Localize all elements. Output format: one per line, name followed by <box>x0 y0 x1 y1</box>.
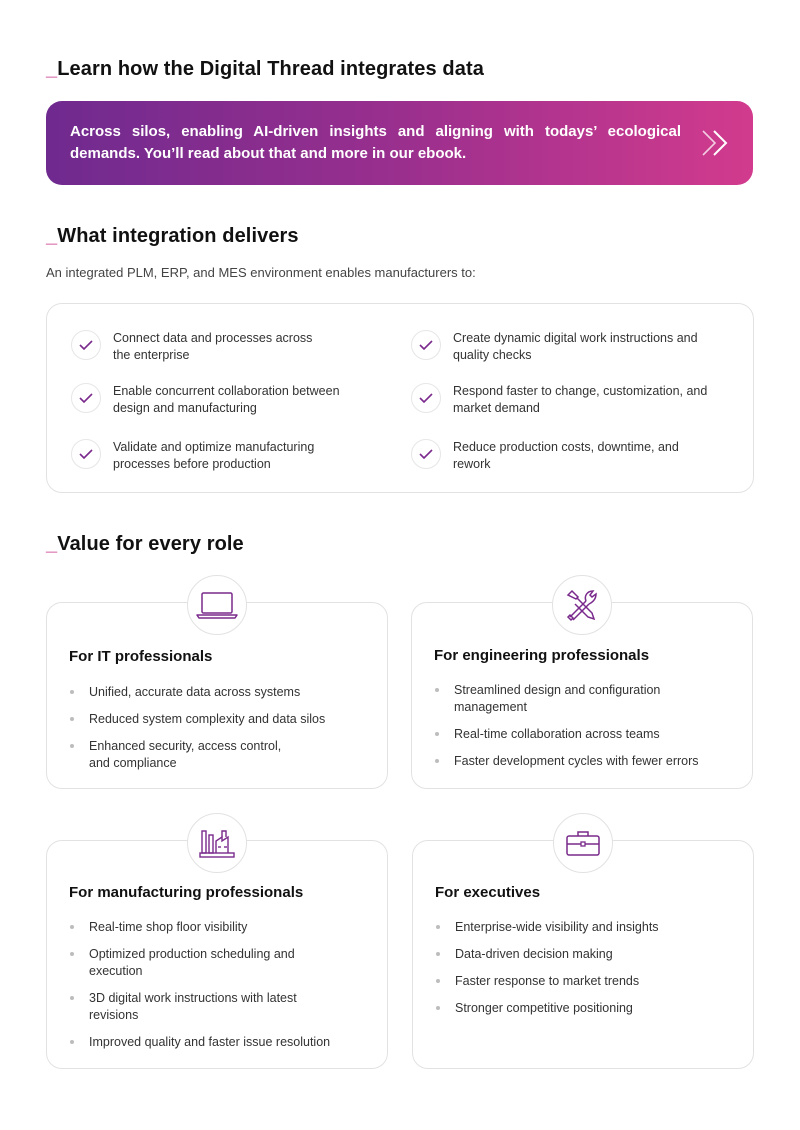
section-title-integration: _What integration delivers <box>46 225 299 247</box>
list-item: 3D digital work instructions with latest revisions <box>69 990 329 1024</box>
card-title: For executives <box>435 884 541 901</box>
list-item: Improved quality and faster issue resolution <box>69 1034 330 1051</box>
benefit-item: Create dynamic digital work instructions and quality checks <box>411 330 731 364</box>
ebook-banner[interactable] <box>46 101 753 185</box>
list-item: Faster development cycles with fewer errors <box>434 753 699 770</box>
card-list <box>434 682 699 780</box>
role-card-executives <box>412 840 754 1069</box>
list-item: Reduced system complexity and data silos <box>69 711 325 728</box>
card-title: For IT professionals <box>69 648 213 665</box>
list-item: Real-time shop floor visibility <box>69 919 330 936</box>
benefits-box <box>46 303 754 493</box>
list-item: Unified, accurate data across systems <box>69 684 325 701</box>
factory-icon <box>187 813 247 873</box>
section-title-digital-thread: _Learn how the Digital Thread integrates data <box>46 58 484 80</box>
list-item: Enterprise-wide visibility and insights <box>435 919 659 936</box>
role-card-manufacturing <box>46 840 388 1069</box>
list-item: Data-driven decision making <box>435 946 659 963</box>
benefit-item: Validate and optimize manufacturing processes before production <box>71 439 391 473</box>
check-icon <box>71 439 101 469</box>
benefit-item: Respond faster to change, customization, and market demand <box>411 383 731 417</box>
list-item: Streamlined design and configuration management <box>434 682 694 716</box>
check-icon <box>411 383 441 413</box>
tools-icon <box>552 575 612 635</box>
card-list <box>69 684 325 782</box>
list-item: Stronger competitive positioning <box>435 1000 659 1017</box>
double-chevron-right-icon[interactable] <box>701 129 731 157</box>
check-icon <box>411 439 441 469</box>
list-item: Faster response to market trends <box>435 973 659 990</box>
laptop-icon <box>187 575 247 635</box>
benefit-item: Reduce production costs, downtime, and rework <box>411 439 731 473</box>
section-title-roles: _Value for every role <box>46 533 244 555</box>
card-title: For manufacturing professionals <box>69 884 304 901</box>
check-icon <box>411 330 441 360</box>
check-icon <box>71 383 101 413</box>
benefit-item: Connect data and processes across the enterprise <box>71 330 391 364</box>
list-item: Optimized production scheduling and execution <box>69 946 299 980</box>
check-icon <box>71 330 101 360</box>
card-list <box>435 919 659 1027</box>
list-item: Real-time collaboration across teams <box>434 726 699 743</box>
banner-text: Across silos, enabling AI-driven insights and aligning with todays’ ecological demands. You’ll read about that and more in our ebook. <box>70 123 681 162</box>
benefit-item: Enable concurrent collaboration between design and manufacturing <box>71 383 391 417</box>
list-item: Enhanced security, access control, and compliance <box>69 738 299 772</box>
briefcase-icon <box>553 813 613 873</box>
card-title: For engineering professionals <box>434 647 650 664</box>
card-list <box>69 919 330 1061</box>
integration-intro: An integrated PLM, ERP, and MES environment enables manufacturers to: <box>46 265 476 280</box>
